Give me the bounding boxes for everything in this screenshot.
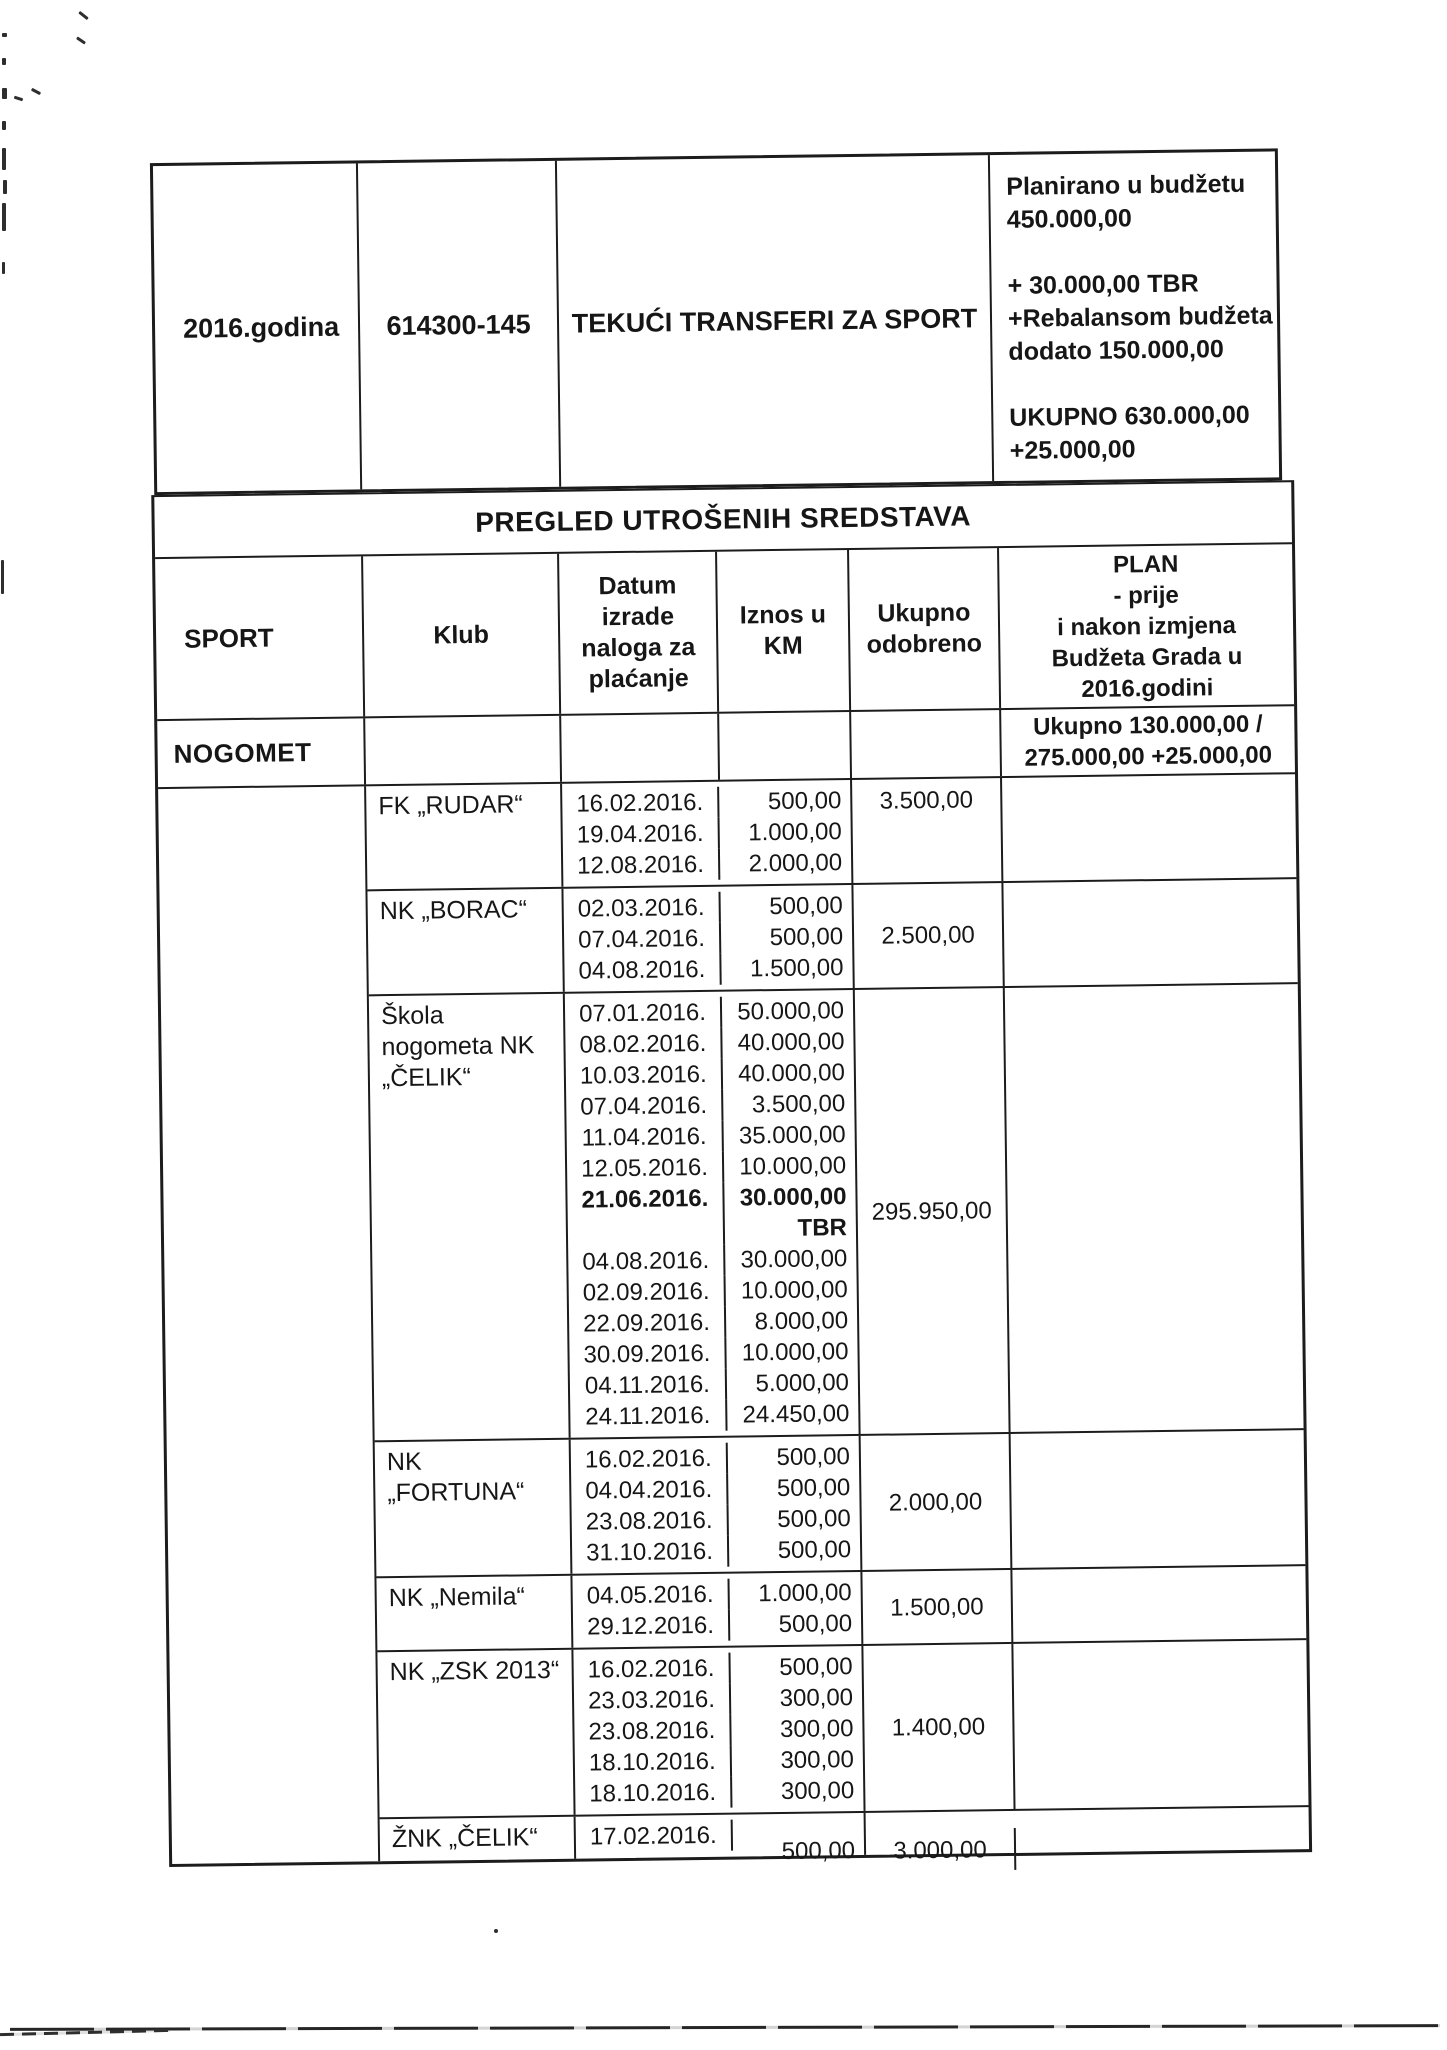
payment-amount: 50.000,00 xyxy=(737,997,845,1026)
payment-entry xyxy=(574,1682,862,1717)
header-plan: PLAN - prije i nakon izmjena Budžeta Grada u 2016.godini xyxy=(1051,550,1243,703)
payment-entry xyxy=(570,1367,858,1402)
year-cell: 2016.godina xyxy=(153,163,362,492)
payment-entry xyxy=(567,1181,856,1247)
club-plan-cell xyxy=(1005,984,1304,1432)
empty-cell xyxy=(561,714,720,782)
payment-date: 31.10.2016. xyxy=(572,1536,729,1569)
payment-amount: 3.500,00 xyxy=(751,1090,846,1119)
payment-date: 23.08.2016. xyxy=(572,1505,729,1538)
club-name: NK „FORTUNA“ xyxy=(375,1440,573,1577)
payment-entries xyxy=(565,990,861,1438)
section-title: PREGLED UTROŠENIH SREDSTAVA xyxy=(154,482,1292,559)
payment-entries xyxy=(562,780,853,887)
payment-entry xyxy=(563,847,851,882)
payment-amount: 5.000,00 xyxy=(755,1369,850,1398)
payment-entry xyxy=(569,1274,857,1309)
club-approved-total: 295.950,00 xyxy=(855,988,1011,1434)
payment-amount: 500,00 xyxy=(778,1610,853,1639)
plan-line: + 30.000,00 TBR xyxy=(1007,269,1199,300)
payment-entries xyxy=(563,885,854,992)
payment-amount: 500,00 xyxy=(779,1653,853,1682)
payment-entry xyxy=(576,1818,864,1866)
payment-amount: 10.000,00 xyxy=(741,1338,849,1367)
payment-amount: 500,00 xyxy=(781,1837,856,1866)
club-plan-cell xyxy=(1016,1807,1310,1853)
payment-date: 29.12.2016. xyxy=(573,1610,730,1643)
payment-date: 12.05.2016. xyxy=(567,1152,724,1185)
budget-summary-table xyxy=(150,148,1282,495)
payment-entry xyxy=(569,1336,857,1371)
club-name: ŽNK „ČELIK“ xyxy=(380,1817,577,1862)
payment-date: 04.05.2016. xyxy=(573,1579,730,1612)
payment-date: 02.09.2016. xyxy=(569,1276,726,1309)
plan-line: Planirano u budžetu xyxy=(1006,169,1246,201)
club-approved-total: 1.500,00 xyxy=(862,1570,1013,1644)
payment-entry xyxy=(568,1243,856,1278)
payment-date: 10.03.2016. xyxy=(566,1059,723,1092)
payment-date: 17.02.2016. xyxy=(576,1820,733,1853)
payment-date: 02.03.2016. xyxy=(564,892,721,925)
club-plan-cell xyxy=(1013,1640,1308,1809)
payment-date: 04.04.2016. xyxy=(571,1474,728,1507)
payment-amount: 500,00 xyxy=(777,1505,851,1534)
sport-column-spacer xyxy=(158,786,380,1864)
payment-amount: 300,00 xyxy=(779,1684,854,1713)
club-row xyxy=(366,774,1296,891)
club-approved-total: 1.400,00 xyxy=(863,1644,1015,1811)
payment-date: 22.09.2016. xyxy=(569,1307,726,1340)
club-name: FK „RUDAR“ xyxy=(366,784,563,890)
payment-entry xyxy=(572,1503,860,1538)
empty-cell xyxy=(851,710,1002,778)
club-name: NK „Nemila“ xyxy=(376,1576,573,1651)
header-klub: Klub xyxy=(363,554,561,717)
payment-entry xyxy=(566,1088,854,1123)
payment-entry xyxy=(567,1119,855,1154)
payment-amount: 35.000,00 xyxy=(738,1121,846,1150)
payment-amount: 10.000,00 xyxy=(739,1152,847,1181)
club-name: Škola nogometa NK „ČELIK“ xyxy=(369,994,571,1441)
payment-amount: 300,00 xyxy=(779,1715,854,1744)
plan-line: +25.000,00 xyxy=(1009,435,1136,465)
payment-date: 04.08.2016. xyxy=(564,954,721,987)
header-iznos: Iznos u KM xyxy=(717,550,851,712)
payment-amount: 40.000,00 xyxy=(737,1059,846,1088)
payment-date: 24.11.2016. xyxy=(570,1400,727,1433)
payment-amount: 1.000,00 xyxy=(748,818,842,847)
sport-plan-total: Ukupno 130.000,00 / 275.000,00 +25.000,00 xyxy=(1024,710,1273,772)
payment-entries xyxy=(571,1436,863,1574)
payment-amount: 40.000,00 xyxy=(737,1028,845,1057)
payment-entry xyxy=(571,1441,859,1476)
payment-date: 30.09.2016. xyxy=(569,1338,726,1371)
payment-entry xyxy=(565,1026,853,1061)
club-data-section xyxy=(158,774,1309,1864)
club-row xyxy=(367,879,1297,996)
club-approved-total: 3.000,00 xyxy=(866,1828,1017,1872)
payment-amount: 30.000,00 TBR xyxy=(739,1183,848,1242)
empty-cell xyxy=(719,712,852,780)
payment-entry xyxy=(573,1651,861,1686)
payment-date: 16.02.2016. xyxy=(562,787,719,820)
payment-date: 04.11.2016. xyxy=(570,1369,727,1402)
club-approved-total: 2.500,00 xyxy=(853,883,1004,988)
payment-date: 08.02.2016. xyxy=(565,1028,722,1061)
payment-entry xyxy=(571,1472,859,1507)
payment-entry xyxy=(573,1608,861,1643)
club-row xyxy=(377,1640,1308,1819)
payment-amount: 500,00 xyxy=(777,1536,852,1565)
club-plan-cell xyxy=(1011,1430,1306,1568)
payment-amount: 8.000,00 xyxy=(754,1307,849,1336)
payment-amount: 10.000,00 xyxy=(740,1276,848,1305)
payment-date: 16.02.2016. xyxy=(573,1653,730,1686)
plan-line: dodato 150.000,00 xyxy=(1008,335,1225,366)
budget-code-cell: 614300-145 xyxy=(358,161,561,490)
payment-entry xyxy=(575,1775,863,1810)
plan-line: 450.000,00 xyxy=(1006,204,1133,234)
header-ukupno: Ukupno odobreno xyxy=(849,548,1001,710)
payment-amount: 2.000,00 xyxy=(748,849,843,878)
payment-entry xyxy=(566,1057,854,1092)
payment-entry xyxy=(564,890,852,925)
table-header-row xyxy=(155,544,1294,721)
plan-line-spacer xyxy=(1009,365,1272,401)
payment-date: 21.06.2016. xyxy=(567,1183,725,1247)
empty-cell xyxy=(365,716,562,785)
payment-date: 11.04.2016. xyxy=(567,1121,724,1154)
payment-entry xyxy=(573,1577,861,1612)
payment-entry xyxy=(574,1713,862,1748)
payment-date: 18.10.2016. xyxy=(575,1746,732,1779)
planned-budget-cell xyxy=(990,151,1279,481)
sport-label: NOGOMET xyxy=(157,718,366,787)
club-approved-total: 2.000,00 xyxy=(861,1434,1013,1570)
club-row xyxy=(369,984,1304,1442)
club-plan-cell xyxy=(1002,774,1296,881)
payment-date: 07.04.2016. xyxy=(564,923,721,956)
payment-amount: 1.000,00 xyxy=(758,1579,852,1608)
scan-speck xyxy=(1,560,4,594)
payment-amount: 500,00 xyxy=(776,1443,851,1472)
payment-amount: 24.450,00 xyxy=(742,1400,850,1429)
club-rows xyxy=(366,774,1309,1866)
club-plan-cell xyxy=(1003,879,1297,986)
payment-date: 16.02.2016. xyxy=(571,1443,728,1476)
payment-entry xyxy=(567,1150,855,1185)
club-name: NK „ZSK 2013“ xyxy=(377,1650,575,1818)
payment-amount: 1.500,00 xyxy=(749,954,844,983)
payment-date: 19.04.2016. xyxy=(563,818,720,851)
payment-entries xyxy=(573,1646,865,1815)
payment-entries xyxy=(572,1572,863,1648)
payment-entry xyxy=(575,1744,863,1779)
payment-entry xyxy=(570,1398,858,1433)
payment-entry xyxy=(563,816,851,851)
payment-entry xyxy=(565,995,853,1030)
plan-line: +Rebalansom budžeta xyxy=(1007,301,1273,333)
payment-date: 07.01.2016. xyxy=(565,997,722,1030)
expenditure-table xyxy=(151,480,1312,1867)
club-row xyxy=(375,1430,1306,1578)
club-name: NK „BORAC“ xyxy=(367,889,564,995)
payment-amount: 300,00 xyxy=(780,1746,855,1775)
plan-line-spacer xyxy=(1007,233,1270,269)
plan-line: UKUPNO 630.000,00 xyxy=(1009,400,1250,432)
payment-entry xyxy=(562,785,850,820)
payment-amount: 500,00 xyxy=(769,923,844,952)
payment-amount: 500,00 xyxy=(769,892,843,921)
payment-date: 18.10.2016. xyxy=(575,1777,732,1810)
club-row xyxy=(376,1566,1306,1652)
payment-entry xyxy=(572,1534,860,1569)
club-plan-cell xyxy=(1012,1566,1306,1642)
payment-date: 23.03.2016. xyxy=(574,1684,731,1717)
payment-entry xyxy=(564,952,852,987)
payment-amount: 500,00 xyxy=(776,1474,851,1503)
payment-date: 07.04.2016. xyxy=(566,1090,723,1123)
payment-amount: 30.000,00 xyxy=(740,1245,848,1274)
payment-date: 23.08.2016. xyxy=(574,1715,731,1748)
payment-entry xyxy=(564,921,852,956)
payment-date: 12.08.2016. xyxy=(563,849,720,882)
club-approved-total: 3.500,00 xyxy=(852,778,1003,883)
header-sport: SPORT xyxy=(155,556,365,719)
payment-amount: 500,00 xyxy=(767,787,842,816)
transfer-title-cell: TEKUĆI TRANSFERI ZA SPORT xyxy=(557,155,994,487)
payment-amount: 300,00 xyxy=(780,1777,855,1806)
payment-date: 04.08.2016. xyxy=(568,1245,725,1278)
payment-entry xyxy=(569,1305,857,1340)
header-datum: Datum izrade naloga za plaćanje xyxy=(559,552,719,714)
payment-entries xyxy=(576,1813,867,1866)
